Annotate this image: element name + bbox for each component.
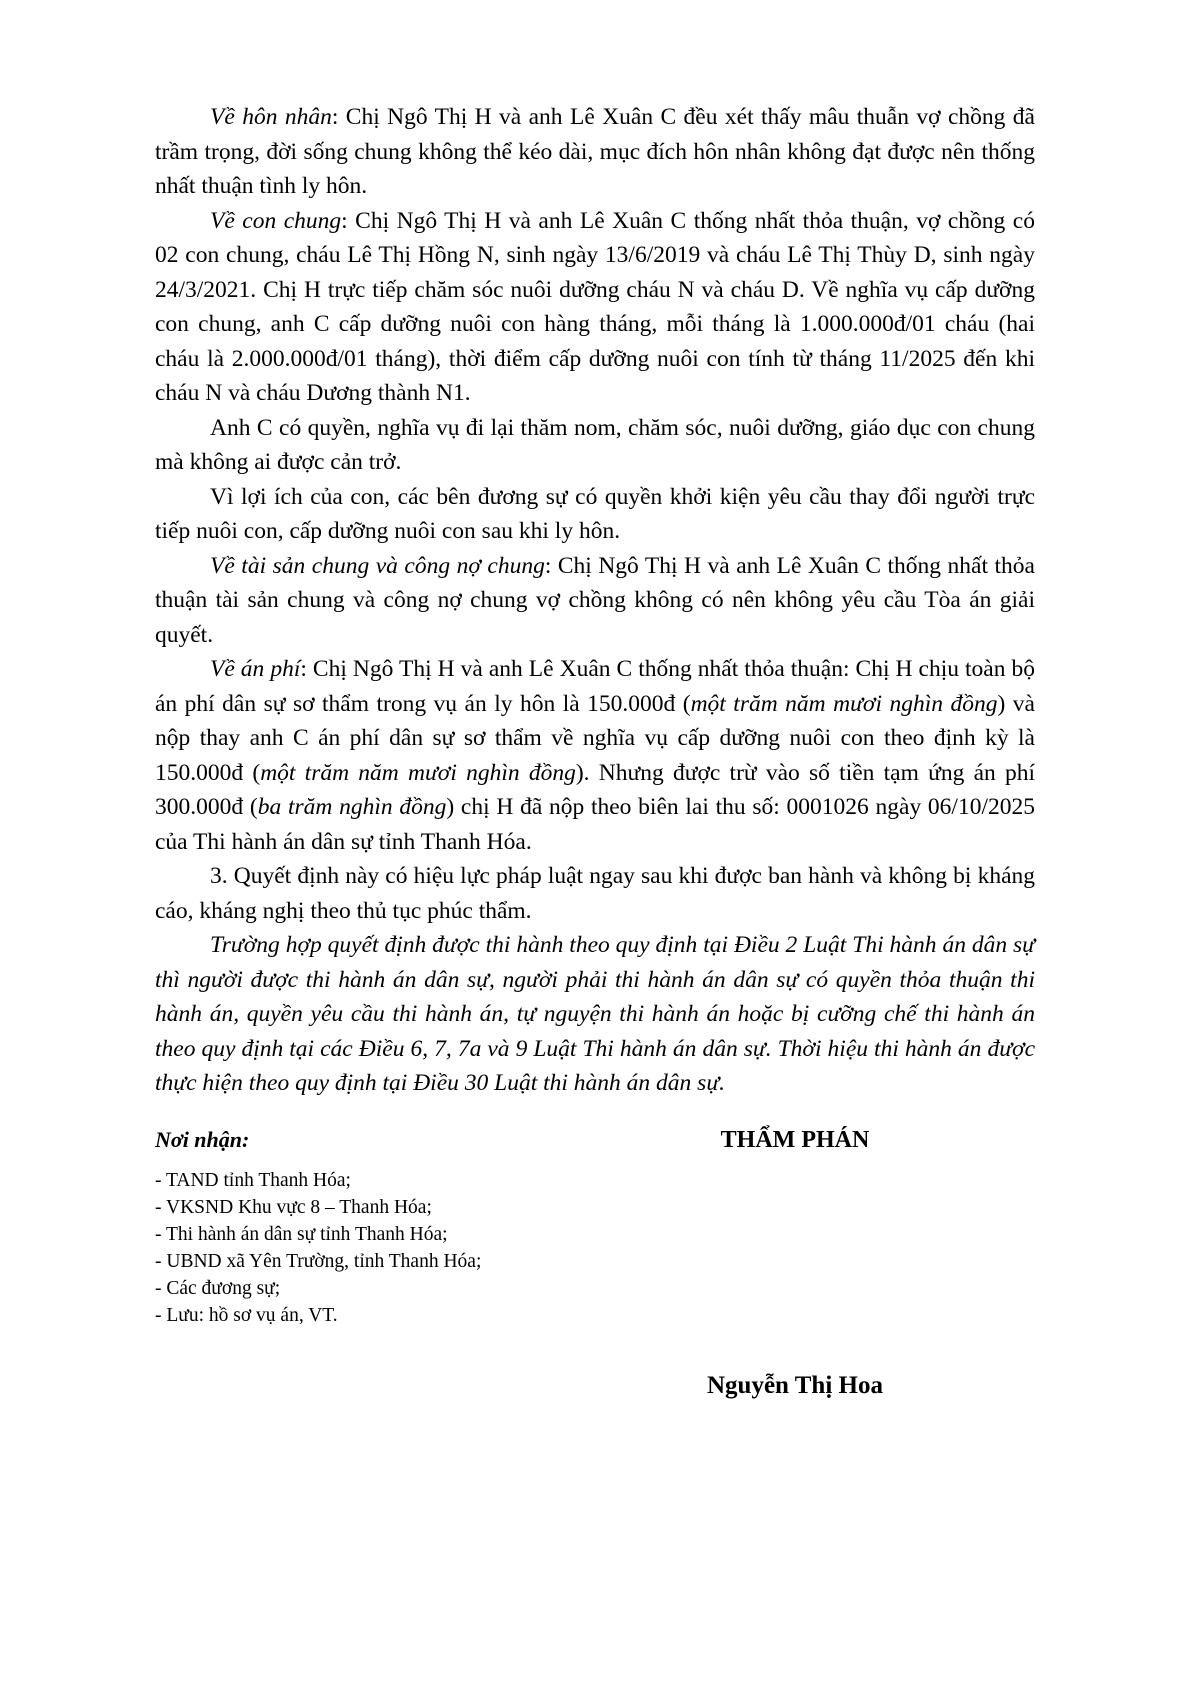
text-run: Vì lợi ích của con, các bên đương sự có quyền khởi kiện yêu cầu thay đổi người trực tiếp nuôi con, cấp dưỡng nuôi con sau khi ly hôn. bbox=[155, 483, 1035, 544]
recipient-item: - VKSND Khu vực 8 – Thanh Hóa; bbox=[155, 1196, 432, 1218]
paragraph bbox=[155, 652, 1035, 859]
paragraph bbox=[155, 859, 1035, 928]
text-run: Trường hợp quyết định được thi hành theo quy định tại Điều 2 Luật Thi hành án dân sự thì người được thi hành án dân sự, người phải thi hành án dân sự có quyền thỏa thuận thi hành án, quyền yêu cầu thi hành án, tự nguyện thi hành án hoặc bị cưỡng chế thi hành án theo quy định tại các Điều 6, 7, 7a và 9 Luật Thi hành án dân sự. Thời hiệu thi hành án được thực hiện theo quy định tại Điều 30 Luật thi hành án dân sự. bbox=[155, 932, 1035, 1096]
text-run: Về hôn nhân bbox=[210, 104, 332, 130]
text-run: Về án phí bbox=[210, 656, 301, 682]
text-run: : Chị Ngô Thị H và anh Lê Xuân C thống nhất thỏa thuận: Chị H chịu toàn bộ án phí dân sự sơ thẩm trong vụ án ly hôn là 150.000đ ( bbox=[155, 656, 1035, 717]
recipients-block bbox=[155, 1127, 605, 1329]
document-footer bbox=[155, 1127, 1035, 1400]
text-run: ba trăm nghìn đồng bbox=[257, 794, 447, 820]
text-run: : Chị Ngô Thị H và anh Lê Xuân C thống nhất thỏa thuận, vợ chồng có 02 con chung, cháu Lê Thị Hồng N, sinh ngày 13/6/2019 và cháu Lê Thị Thùy D, sinh ngày 24/3/2021. Chị H trực tiếp chăm sóc nuôi dưỡng cháu N và cháu D. Về nghĩa vụ cấp dưỡng con chung, anh C cấp dưỡng nuôi con hàng tháng, mỗi tháng là 1.000.000đ/01 cháu (hai cháu là 2.000.000đ/01 tháng), thời điểm cấp dưỡng nuôi con tính từ tháng 11/2025 đến khi cháu N và cháu Dương thành N1. bbox=[155, 207, 1035, 406]
judge-name: Nguyễn Thị Hoa bbox=[707, 1371, 883, 1399]
text-run: ) chị H đã nộp theo biên lai thu số: 0001026 ngày 06/10/2025 của Thi hành án dân sự tỉnh Thanh Hóa. bbox=[155, 794, 1035, 855]
signature-block bbox=[605, 1127, 985, 1400]
recipient-item: - Các đương sự; bbox=[155, 1277, 281, 1299]
paragraph bbox=[155, 928, 1035, 1101]
paragraph bbox=[155, 480, 1035, 549]
text-run: một trăm năm mươi nghìn đồng bbox=[260, 759, 576, 786]
text-run: Về con chung bbox=[210, 207, 342, 234]
text-run: : Chị Ngô Thị H và anh Lê Xuân C đều xét thấy mâu thuẫn vợ chồng đã trầm trọng, đời sống chung không thể kéo dài, mục đích hôn nhân không đạt được nên thống nhất thuận tình ly hôn. bbox=[155, 104, 1035, 199]
text-run: ) và nộp thay anh C án phí dân sự sơ thẩm về nghĩa vụ cấp dưỡng nuôi con theo định kỳ là 150.000đ ( bbox=[155, 690, 1035, 786]
paragraph bbox=[155, 204, 1035, 411]
paragraph bbox=[155, 549, 1035, 653]
paragraph bbox=[155, 411, 1035, 480]
text-run: ). Nhưng được trừ vào số tiền tạm ứng án phí 300.000đ ( bbox=[155, 759, 1036, 820]
paragraph bbox=[155, 100, 1035, 204]
recipient-item: - Thi hành án dân sự tỉnh Thanh Hóa; bbox=[155, 1223, 448, 1245]
recipients-list bbox=[155, 1167, 605, 1329]
recipient-item: - TAND tỉnh Thanh Hóa; bbox=[155, 1169, 351, 1191]
recipient-item: - Lưu: hồ sơ vụ án, VT. bbox=[155, 1304, 338, 1326]
text-run: Anh C có quyền, nghĩa vụ đi lại thăm nom, chăm sóc, nuôi dưỡng, giáo dục con chung mà không ai được cản trở. bbox=[155, 414, 1035, 475]
text-run: 3. Quyết định này có hiệu lực pháp luật ngay sau khi được ban hành và không bị kháng cáo, kháng nghị theo thủ tục phúc thẩm. bbox=[155, 863, 1035, 924]
recipients-label: Nơi nhận: bbox=[155, 1126, 250, 1152]
text-run: : Chị Ngô Thị H và anh Lê Xuân C thống nhất thỏa thuận tài sản chung và công nợ chung vợ chồng không có nên không yêu cầu Tòa án giải quyết. bbox=[155, 552, 1035, 648]
recipient-item: - UBND xã Yên Trường, tỉnh Thanh Hóa; bbox=[155, 1250, 482, 1272]
judge-title: THẨM PHÁN bbox=[720, 1126, 870, 1153]
text-run: Về tài sản chung và công nợ chung bbox=[210, 552, 545, 579]
document-body bbox=[155, 100, 1035, 1101]
text-run: một trăm năm mươi nghìn đồng bbox=[690, 690, 998, 717]
